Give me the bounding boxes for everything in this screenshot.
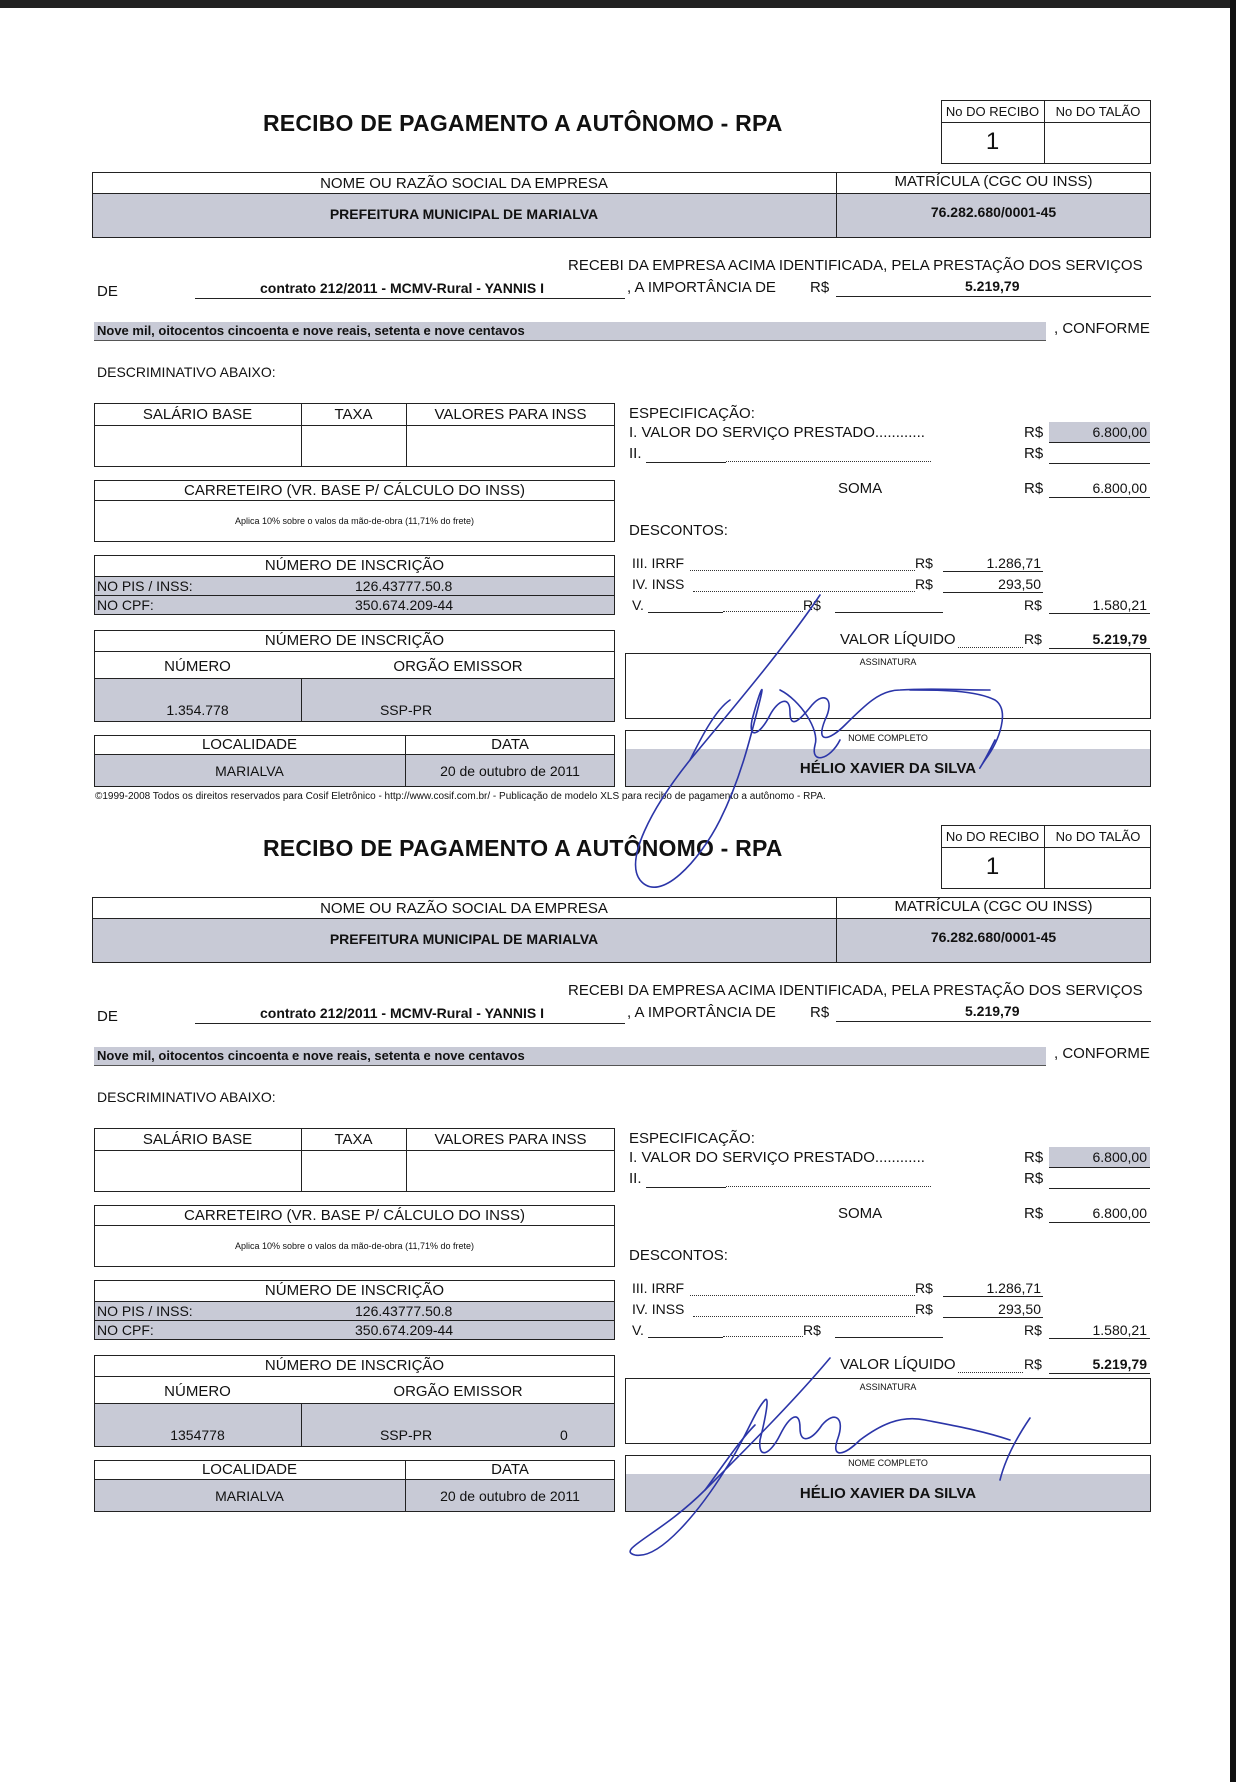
- copyright-footer: ©1999-2008 Todos os direitos reservados para Cosif Eletrônico - http://www.cosif.com.br/ - Publicação de modelo XLS para recibo de pagamento a autônomo - RPA.: [95, 791, 826, 802]
- carreteiro-note: Aplica 10% sobre o valos da mão-de-obra (11,71% do frete): [235, 516, 474, 526]
- company-label: NOME OU RAZÃO SOCIAL DA EMPRESA: [320, 175, 608, 192]
- salario-base-header: SALÁRIO BASE: [142, 406, 253, 423]
- carreteiro-label: CARRETEIRO (VR. BASE P/ CÁLCULO DO INSS): [184, 482, 525, 499]
- matricula-label: MATRÍCULA (CGC OU INSS): [894, 898, 1093, 915]
- pis-value: 126.43777.50.8: [355, 1303, 453, 1319]
- soma-value: 6.800,00: [1092, 480, 1147, 496]
- inss-currency: R$: [915, 576, 933, 592]
- item1-label: I. VALOR DO SERVIÇO PRESTADO............: [629, 424, 925, 441]
- amount-value: 5.219,79: [965, 278, 1020, 294]
- assinatura-label: ASSINATURA: [859, 1382, 917, 1392]
- carreteiro-label: CARRETEIRO (VR. BASE P/ CÁLCULO DO INSS): [184, 1207, 525, 1224]
- currency-label: R$: [810, 279, 830, 296]
- soma-label: SOMA: [838, 1205, 883, 1222]
- receipt-copy-1: [0, 0, 1236, 802]
- item1-value: 6.800,00: [1092, 424, 1147, 440]
- de-label: DE: [97, 1008, 118, 1025]
- pis-label: NO PIS / INSS:: [97, 578, 193, 594]
- assinatura-label: ASSINATURA: [859, 657, 917, 667]
- nome-completo-label: NOME COMPLETO: [848, 733, 928, 743]
- company-label: NOME OU RAZÃO SOCIAL DA EMPRESA: [320, 900, 608, 917]
- liquido-currency: R$: [1024, 631, 1042, 647]
- cpf-value: 350.674.209-44: [355, 1322, 454, 1338]
- item1-currency: R$: [1024, 424, 1044, 441]
- matricula-value: 76.282.680/0001-45: [930, 929, 1057, 945]
- matricula-value: 76.282.680/0001-45: [930, 204, 1057, 220]
- company-name: PREFEITURA MUNICIPAL DE MARIALVA: [329, 931, 599, 947]
- orgao-label: ORGÃO EMISSOR: [393, 1383, 523, 1400]
- especificacao-label: ESPECIFICAÇÃO:: [629, 1130, 755, 1147]
- amount-words: Nove mil, oitocentos cincoenta e nove reais, setenta e nove centavos: [97, 323, 525, 338]
- cpf-label: NO CPF:: [97, 597, 154, 613]
- amount-value: 5.219,79: [965, 1003, 1020, 1019]
- inscricao-label-2: NÚMERO DE INSCRIÇÃO: [264, 1357, 445, 1374]
- receipt-title: RECIBO DE PAGAMENTO A AUTÔNOMO - RPA: [263, 110, 783, 136]
- currency-label: R$: [810, 1004, 830, 1021]
- inss-label: IV. INSS: [632, 576, 685, 592]
- carreteiro-note: Aplica 10% sobre o valos da mão-de-obra (11,71% do frete): [235, 1241, 474, 1251]
- receipt-copy-2: [0, 725, 1236, 1504]
- irrf-value: 1.286,71: [986, 1280, 1041, 1296]
- numero-value: 1354778: [170, 1427, 225, 1443]
- matricula-label: MATRÍCULA (CGC OU INSS): [894, 173, 1093, 190]
- inss-label: IV. INSS: [632, 1301, 685, 1317]
- nome-value: HÉLIO XAVIER DA SILVA: [799, 1485, 977, 1502]
- recibo-label: No DO RECIBO: [945, 829, 1040, 844]
- company-name: PREFEITURA MUNICIPAL DE MARIALVA: [329, 206, 599, 222]
- item2-label: II.: [629, 445, 642, 462]
- pis-value: 126.43777.50.8: [355, 578, 453, 594]
- importancia-label: , A IMPORTÂNCIA DE: [627, 1004, 776, 1021]
- conforme-label: , CONFORME: [1054, 320, 1150, 337]
- liquido-currency: R$: [1024, 1356, 1042, 1372]
- de-label: DE: [97, 283, 118, 300]
- nome-completo-label: NOME COMPLETO: [848, 1458, 928, 1468]
- item2-currency: R$: [1024, 1170, 1044, 1187]
- orgao-extra: 0: [560, 1427, 568, 1443]
- importancia-label: , A IMPORTÂNCIA DE: [627, 279, 776, 296]
- localidade-value: MARIALVA: [215, 1488, 284, 1504]
- nome-value: HÉLIO XAVIER DA SILVA: [799, 760, 977, 777]
- talao-label: No DO TALÃO: [1055, 829, 1141, 844]
- item1-label: I. VALOR DO SERVIÇO PRESTADO............: [629, 1149, 925, 1166]
- irrf-currency: R$: [915, 1280, 933, 1296]
- cpf-label: NO CPF:: [97, 1322, 154, 1338]
- pis-label: NO PIS / INSS:: [97, 1303, 193, 1319]
- v-currency: R$: [803, 597, 821, 613]
- liquido-value: 5.219,79: [1092, 1356, 1147, 1372]
- data-value: 20 de outubro de 2011: [440, 1488, 580, 1504]
- service-description: contrato 212/2011 - MCMV-Rural - YANNIS I: [260, 280, 544, 296]
- cpf-value: 350.674.209-44: [355, 597, 454, 613]
- discriminativo-label: DESCRIMINATIVO ABAIXO:: [97, 1089, 276, 1105]
- orgao-value: SSP-PR: [379, 702, 433, 718]
- salario-base-header: SALÁRIO BASE: [142, 1131, 253, 1148]
- orgao-value: SSP-PR: [379, 1427, 433, 1443]
- data-label: DATA: [491, 736, 529, 753]
- soma-value: 6.800,00: [1092, 1205, 1147, 1221]
- numero-label: NÚMERO: [164, 1383, 231, 1400]
- v-label: V.: [632, 1322, 644, 1338]
- descontos-label: DESCONTOS:: [629, 522, 728, 539]
- amount-words: Nove mil, oitocentos cincoenta e nove reais, setenta e nove centavos: [97, 1048, 525, 1063]
- service-description: contrato 212/2011 - MCMV-Rural - YANNIS I: [260, 1005, 544, 1021]
- irrf-currency: R$: [915, 555, 933, 571]
- descontos-total: 1.580,21: [1092, 1322, 1147, 1338]
- localidade-label: LOCALIDADE: [201, 1461, 298, 1478]
- liquido-label: VALOR LÍQUIDO: [840, 631, 956, 648]
- discriminativo-label: DESCRIMINATIVO ABAIXO:: [97, 364, 276, 380]
- received-text: RECEBI DA EMPRESA ACIMA IDENTIFICADA, PELA PRESTAÇÃO DOS SERVIÇOS: [568, 257, 1143, 274]
- recibo-label: No DO RECIBO: [945, 104, 1040, 119]
- v-label: V.: [632, 597, 644, 613]
- inss-value: 293,50: [998, 576, 1041, 592]
- recibo-number: 1: [985, 853, 1000, 880]
- item1-currency: R$: [1024, 1149, 1044, 1166]
- irrf-value: 1.286,71: [986, 555, 1041, 571]
- irrf-label: III. IRRF: [632, 555, 685, 571]
- descontos-currency: R$: [1024, 597, 1042, 613]
- numero-label: NÚMERO: [164, 658, 231, 675]
- taxa-header: TAXA: [334, 1131, 373, 1148]
- conforme-label: , CONFORME: [1054, 1045, 1150, 1062]
- soma-currency: R$: [1024, 480, 1044, 497]
- inscricao-label-2: NÚMERO DE INSCRIÇÃO: [264, 632, 445, 649]
- inss-value: 293,50: [998, 1301, 1041, 1317]
- numero-value: 1.354.778: [166, 702, 229, 718]
- descontos-currency: R$: [1024, 1322, 1042, 1338]
- irrf-label: III. IRRF: [632, 1280, 685, 1296]
- data-label: DATA: [491, 1461, 529, 1478]
- inss-currency: R$: [915, 1301, 933, 1317]
- v-currency: R$: [803, 1322, 821, 1338]
- item2-label: II.: [629, 1170, 642, 1187]
- localidade-value: MARIALVA: [215, 763, 284, 779]
- item1-value: 6.800,00: [1092, 1149, 1147, 1165]
- item2-currency: R$: [1024, 445, 1044, 462]
- received-text: RECEBI DA EMPRESA ACIMA IDENTIFICADA, PELA PRESTAÇÃO DOS SERVIÇOS: [568, 982, 1143, 999]
- receipt-title: RECIBO DE PAGAMENTO A AUTÔNOMO - RPA: [263, 835, 783, 861]
- descontos-label: DESCONTOS:: [629, 1247, 728, 1264]
- data-value: 20 de outubro de 2011: [440, 763, 580, 779]
- valores-inss-header: VALORES PARA INSS: [434, 1131, 587, 1148]
- orgao-label: ORGÃO EMISSOR: [393, 658, 523, 675]
- recibo-number: 1: [985, 128, 1000, 155]
- soma-currency: R$: [1024, 1205, 1044, 1222]
- inscricao-label: NÚMERO DE INSCRIÇÃO: [264, 557, 445, 574]
- soma-label: SOMA: [838, 480, 883, 497]
- talao-label: No DO TALÃO: [1055, 104, 1141, 119]
- taxa-header: TAXA: [334, 406, 373, 423]
- localidade-label: LOCALIDADE: [201, 736, 298, 753]
- descontos-total: 1.580,21: [1092, 597, 1147, 613]
- inscricao-label: NÚMERO DE INSCRIÇÃO: [264, 1282, 445, 1299]
- valores-inss-header: VALORES PARA INSS: [434, 406, 587, 423]
- especificacao-label: ESPECIFICAÇÃO:: [629, 405, 755, 422]
- liquido-label: VALOR LÍQUIDO: [840, 1356, 956, 1373]
- liquido-value: 5.219,79: [1092, 631, 1147, 647]
